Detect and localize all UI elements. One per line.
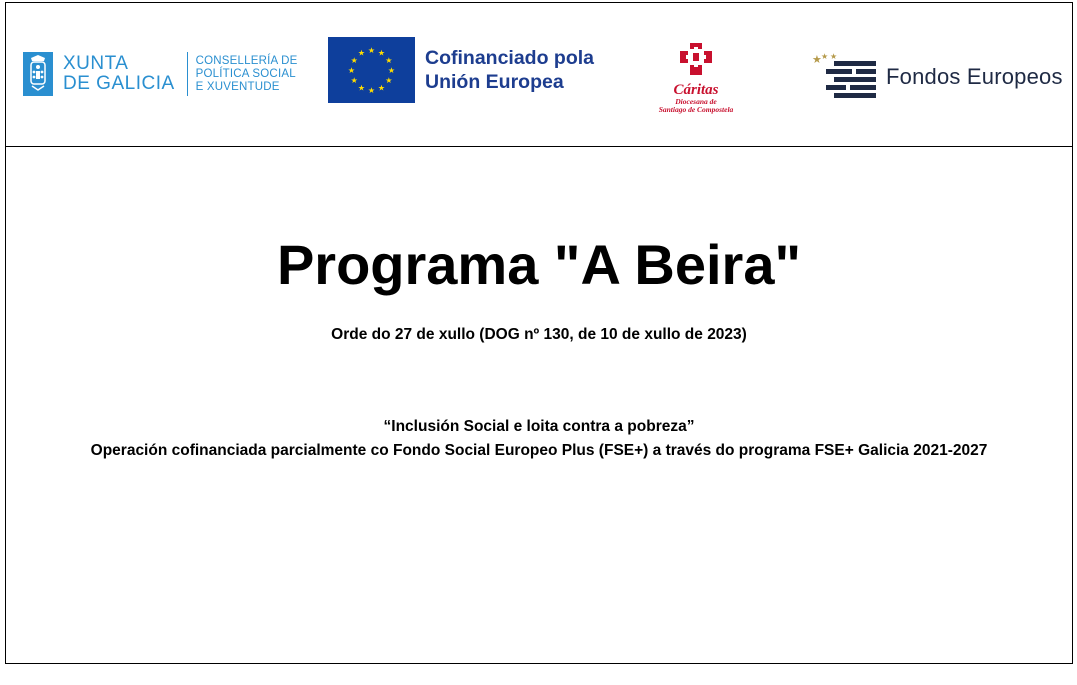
eu-star-icon: ★ — [387, 66, 396, 75]
eu-star-icon: ★ — [350, 76, 358, 85]
xunta-dept-line1: CONSELLERÍA DE — [195, 54, 298, 67]
eu-cofinancing-text — [425, 46, 594, 94]
fondos-europeos-icon — [812, 51, 878, 103]
eu-star-icon: ★ — [357, 48, 366, 58]
eu-star-icon: ★ — [377, 48, 386, 58]
caritas-name: Cáritas — [673, 82, 719, 98]
eu-star-icon: ★ — [367, 46, 376, 55]
xunta-dept-line2: POLÍTICA SOCIAL — [195, 67, 296, 80]
svg-text:★: ★ — [821, 52, 829, 61]
cofinancing-statement: Operación cofinanciada parcialmente co Fondo Social Europeo Plus (FSE+) a través do programa FSE+ Galicia 2021-2027 — [90, 442, 988, 459]
svg-text:★: ★ — [812, 53, 822, 66]
eu-star-icon: ★ — [357, 83, 366, 93]
order-reference: Orde do 27 de xullo (DOG nº 130, de 10 de xullo de 2023) — [331, 326, 747, 343]
eu-star-icon: ★ — [385, 76, 393, 85]
xunta-dept-line3: E XUVENTUDE — [195, 80, 280, 93]
xunta-logo — [23, 51, 298, 97]
fondos-europeos-logo — [812, 51, 1063, 103]
xunta-name — [63, 54, 175, 94]
program-theme: “Inclusión Social e loita contra a pobreza” — [383, 418, 695, 435]
caritas-logo — [646, 41, 746, 114]
xunta-name-line1: XUNTA — [63, 53, 129, 74]
galicia-coat-of-arms-icon — [23, 52, 53, 96]
eu-star-icon: ★ — [367, 86, 376, 95]
eu-star-icon: ★ — [385, 56, 393, 65]
eu-logo — [328, 37, 594, 103]
eu-text-line2: Unión Europea — [425, 71, 564, 93]
xunta-separator — [187, 52, 188, 96]
page-title: Programa "A Beira" — [276, 233, 802, 296]
xunta-name-line2: DE GALICIA — [63, 73, 175, 94]
caritas-cross-icon — [676, 41, 716, 77]
eu-star-icon: ★ — [347, 66, 356, 75]
fondos-europeos-name: Fondos Europeos — [886, 64, 1063, 89]
eu-text-line1: Cofinanciado pola — [425, 47, 595, 69]
logo-header — [6, 3, 1072, 147]
eu-star-icon: ★ — [377, 83, 386, 93]
eu-star-icon: ★ — [350, 56, 358, 65]
xunta-department — [196, 55, 298, 94]
caritas-sub-line1: Diocesana de — [675, 97, 717, 106]
eu-flag-icon — [328, 37, 415, 103]
document-frame — [5, 2, 1073, 664]
caritas-sub-line2: Santiago de Compostela — [658, 105, 734, 114]
svg-text:★: ★ — [830, 52, 838, 61]
